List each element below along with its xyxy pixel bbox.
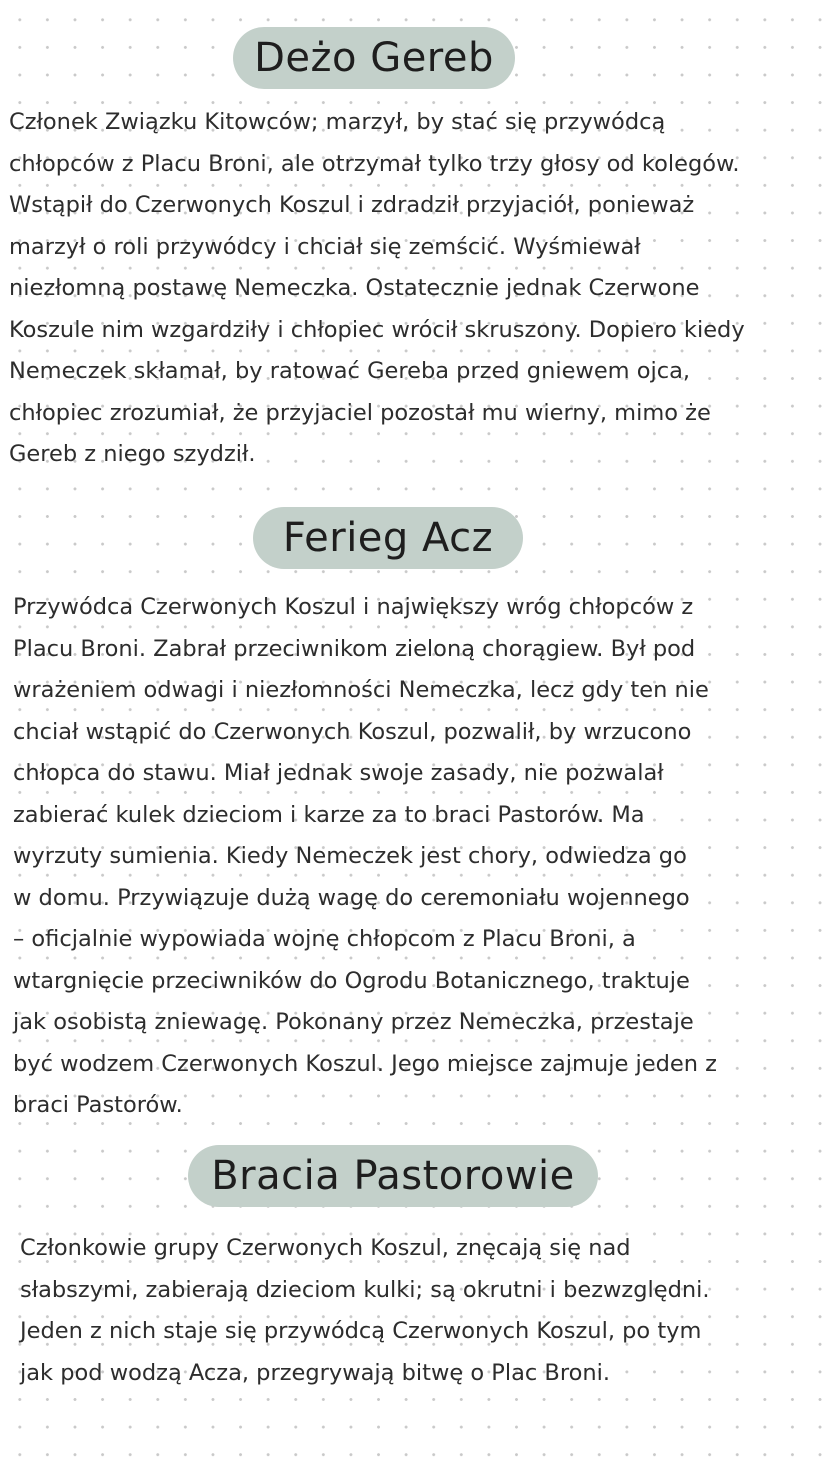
text-line: chłopca do stawu. Miał jednak swoje zasady, nie pozwalał	[13, 760, 664, 786]
text-line: marzył o roli przywódcy i chciał się zemścić. Wyśmiewał	[9, 233, 641, 260]
text-line: jak pod wodzą Acza, przegrywają bitwę o Plac Broni.	[20, 1359, 611, 1386]
section-title-acz: Ferieg Acz	[253, 507, 523, 569]
text-line: wyrzuty sumienia. Kiedy Nemeczek jest chory, odwiedza go	[13, 843, 687, 869]
text-line: Placu Broni. Zabrał przeciwnikom zieloną chorągiew. Był pod	[13, 635, 696, 662]
text-line: chciał wstąpić do Czerwonych Koszul, pozwalił, by wrzucono	[13, 718, 692, 745]
text-line: być wodzem Czerwonych Koszul. Jego miejsce zajmuje jeden z	[13, 1050, 717, 1077]
section-title-pastorowie: Bracia Pastorowie	[188, 1145, 598, 1207]
text-line: Gereb z niego szydził.	[9, 441, 256, 467]
section-title-gereb: Deżo Gereb	[233, 27, 515, 89]
text-line: chłopców z Placu Broni, ale otrzymał tylko trzy głosy od kolegów.	[9, 150, 740, 177]
text-line: Nemeczek skłamał, by ratować Gereba przed gniewem ojca,	[9, 358, 691, 384]
text-line: Członkowie grupy Czerwonych Koszul, znęcają się nad	[20, 1235, 631, 1261]
text-line: chłopiec zrozumiał, że przyjaciel pozostał mu wierny, mimo że	[9, 399, 711, 426]
section-text-gereb	[9, 102, 745, 476]
text-line: wtargnięcie przeciwników do Ogrodu Botanicznego, traktuje	[13, 967, 690, 994]
text-line: Jeden z nich staje się przywódcą Czerwonych Koszul, po tym	[20, 1318, 702, 1344]
text-line: jak osobistą zniewagę. Pokonany przez Nemeczka, przestaje	[13, 1009, 694, 1035]
text-line: – oficjalnie wypowiada wojnę chłopcom z Placu Broni, a	[13, 926, 636, 952]
text-line: wrażeniem odwagi i niezłomności Nemeczka, lecz gdy ten nie	[13, 677, 709, 703]
text-line: Wstąpił do Czerwonych Koszul i zdradził przyjaciół, ponieważ	[9, 192, 695, 218]
text-line: Przywódca Czerwonych Koszul i największy wróg chłopców z	[13, 594, 694, 620]
text-line: Członek Związku Kitowców; marzył, by stać się przywódcą	[9, 109, 666, 135]
text-line: słabszymi, zabierają dzieciom kulki; są okrutni i bezwzględni.	[20, 1276, 710, 1303]
text-line: w domu. Przywiązuje dużą wagę do ceremoniału wojennego	[13, 884, 690, 911]
text-line: Koszule nim wzgardziły i chłopiec wrócił skruszony. Dopiero kiedy	[9, 316, 745, 343]
section-text-acz	[13, 587, 717, 1127]
text-line: zabierać kulek dzieciom i karze za to braci Pastorów. Ma	[13, 801, 645, 828]
text-line: braci Pastorów.	[13, 1092, 183, 1118]
section-text-pastorowie	[20, 1228, 710, 1394]
text-line: niezłomną postawę Nemeczka. Ostatecznie jednak Czerwone	[9, 275, 700, 301]
